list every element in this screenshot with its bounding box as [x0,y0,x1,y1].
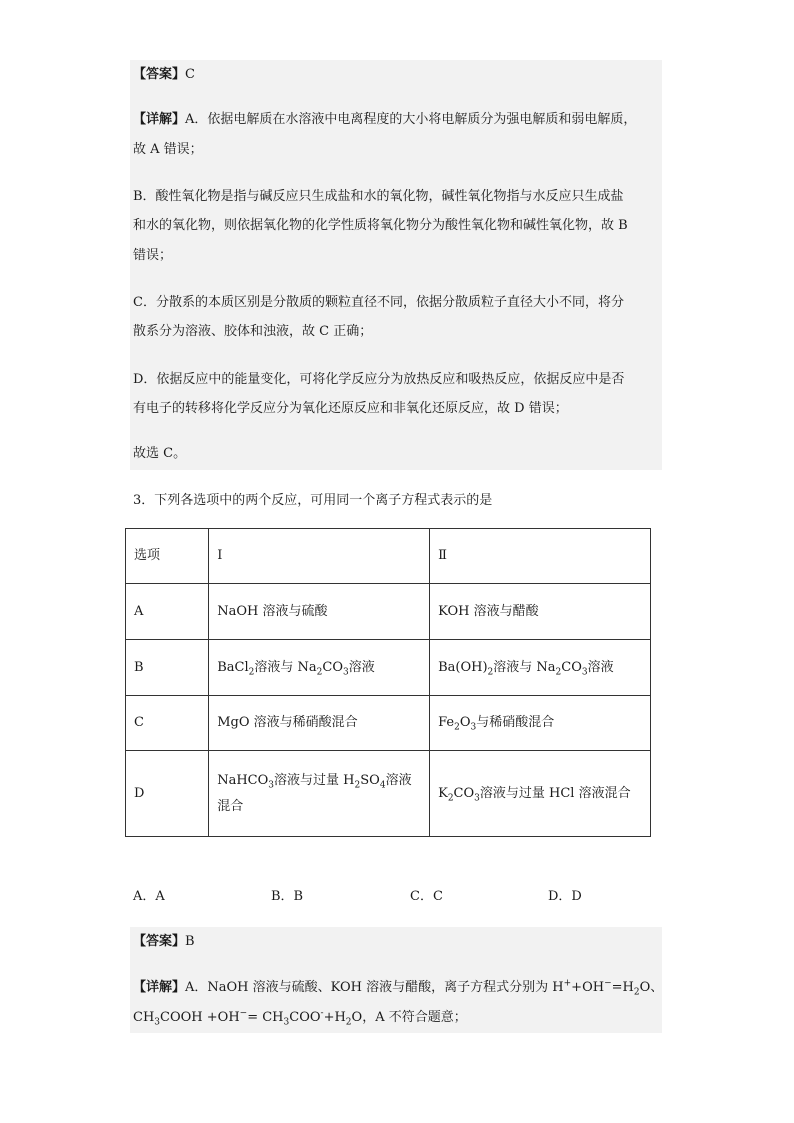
detail-d-line2: 有电子的转移将化学反应分为氧化还原反应和非氧化还原反应，故 D 错误； [133,401,568,416]
detail-a-line1 [133,106,636,134]
row-option: C [126,696,209,751]
header-option: 选项 [126,529,209,584]
row-option: A [126,584,209,640]
answer-line [133,928,195,956]
table-row [126,640,651,696]
detail-b-line2: 和水的氧化物，则依据氧化物的化学性质将氧化物分为酸性氧化物和碱性氧化物，故 B [133,218,628,233]
answer-label: 【答案】 [133,934,186,949]
detail2-line2: $CH_3COOH +OH^-= CH_3COO^-+H_2O$，A 不符合题意； [133,1008,467,1028]
row-reaction-ii: $Ba(OH)_2$溶液与 $Na_2CO_3$溶液 [430,640,651,696]
answer-line [133,61,195,89]
header-i: Ⅰ [209,529,430,584]
options-table [125,528,651,837]
detail-conclusion: 故选 C。 [133,446,187,461]
answer-value: C [185,67,195,82]
question-stem: 3．下列各选项中的两个反应，可用同一个离子方程式表示的是 [133,493,493,508]
detail-c-line1: C．分散系的本质区别是分散质的颗粒直径不同，依据分散质粒子直径大小不同，将分 [133,295,624,310]
detail-b-line1: B．酸性氧化物是指与碱反应只生成盐和水的氧化物，碱性氧化物指与水反应只生成盐 [133,189,624,204]
detail-c-line2: 散系分为溶液、胶体和浊液，故 C 正确； [133,324,373,339]
table-row [126,584,651,640]
table-row [126,696,651,751]
detail-label: 【详解】 [133,980,186,995]
table-header-row [126,529,651,584]
row-reaction-i: MgO 溶液与稀硝酸混合 [209,696,430,751]
row-reaction-i: NaHCO$_3$溶液与过量 $H_2SO_4$溶液 混合 [209,751,430,837]
detail-label: 【详解】 [133,112,186,127]
row-reaction-ii: KOH 溶液与醋酸 [430,584,651,640]
choice-b: B．B [271,889,304,904]
row-reaction-ii: $Fe_2O_3$与稀硝酸混合 [430,696,651,751]
row-option: B [126,640,209,696]
detail2-line1: 【详解】A．NaOH 溶液与硫酸、KOH 溶液与醋酸，离子方程式分别为 $H^++OH^-=H_2O$、 [133,978,664,998]
choice-a: A．A [133,889,165,904]
detail-text: A．依据电解质在水溶液中电离程度的大小将电解质分为强电解质和弱电解质， [185,112,637,127]
detail-d-line1: D．依据反应中的能量变化，可将化学反应分为放热反应和吸热反应，依据反应中是否 [133,372,625,387]
header-ii: Ⅱ [430,529,651,584]
detail-b-line3: 错误； [133,248,173,263]
choice-d: D．D [548,889,582,904]
answer-label: 【答案】 [133,67,186,82]
row-reaction-i: NaOH 溶液与硫酸 [209,584,430,640]
detail-a-line2: 故 A 错误； [133,142,203,157]
row-reaction-i: BaCl$_2$溶液与 $Na_2CO_3$溶液 [209,640,430,696]
row-reaction-ii: $K_2CO_3$溶液与过量 HCl 溶液混合 [430,751,651,837]
answer-value: B [185,934,195,949]
choice-c: C．C [410,889,443,904]
row-option: D [126,751,209,837]
table-row [126,751,651,837]
